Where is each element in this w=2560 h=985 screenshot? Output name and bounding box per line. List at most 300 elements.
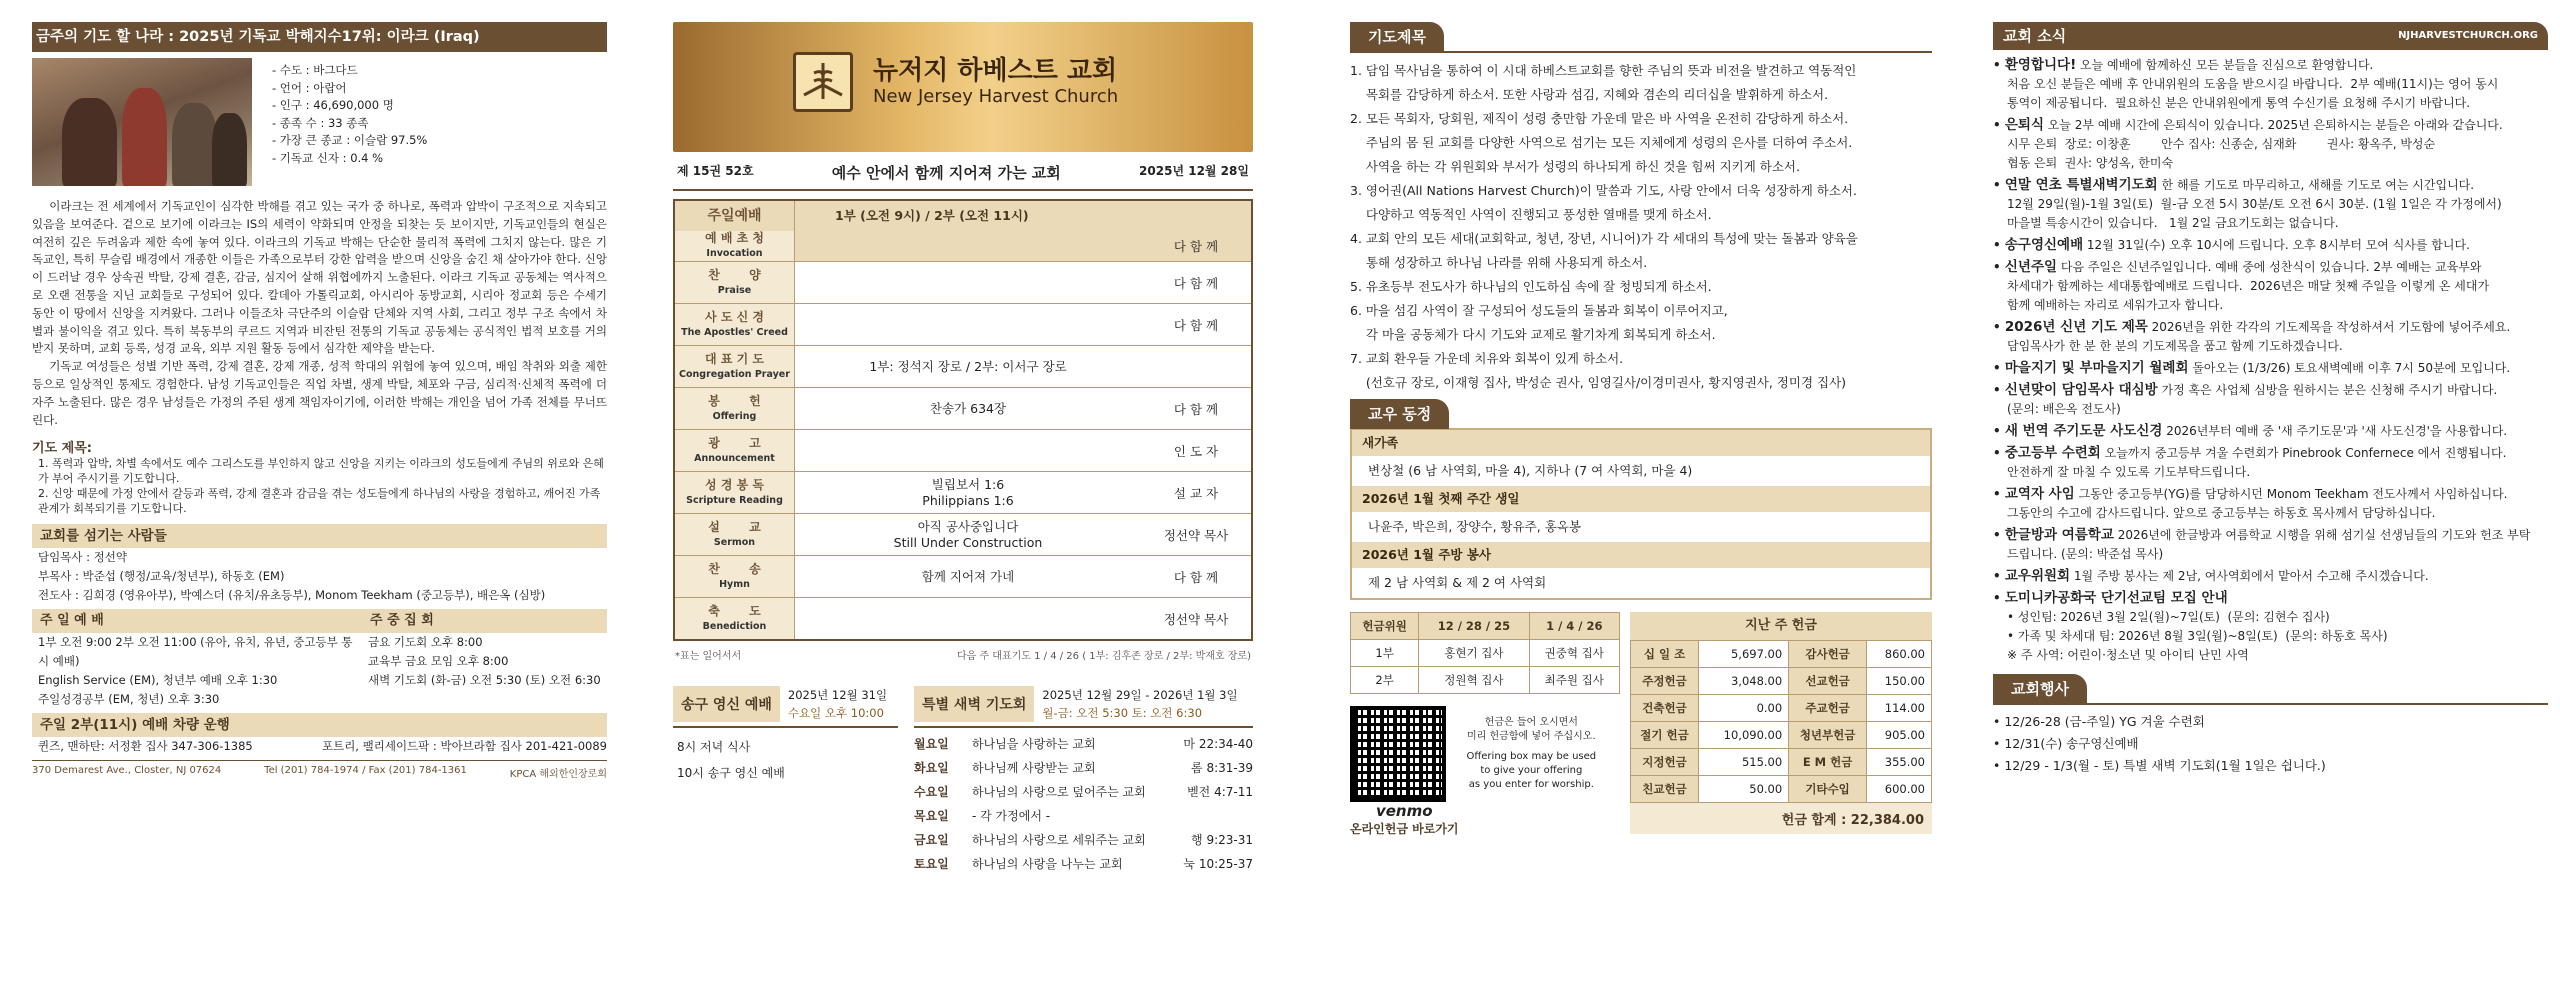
news-item-line [1993,422,2548,441]
dawn-row [914,756,1253,780]
news-item-detail: • 가족 및 차세대 팀: 2026년 8월 3일(월)~8일(토) (문의: 하동호 목사) [2007,629,2388,643]
offering-cell: 114.00 [1866,695,1931,722]
prayer-request-line: 1. 담임 목사님을 통하여 이 시대 하베스트교회를 향한 주님의 뜻과 비전을 발견하고 역동적인 [1350,63,1857,78]
servers-header: 교회를 섬기는 사람들 [32,524,607,548]
news-item-detail: 차세대가 함께하는 세대통합예배로 드립니다. 2026년은 매달 첫째 주일을 이렇게 온 세대가 [2007,279,2490,293]
offering-cell: 지정헌금 [1631,749,1699,776]
news-item [1993,526,2548,564]
worship-item-leader: 정선약 목사 [1163,527,1229,543]
news-item [1993,381,2548,419]
worship-notes [673,641,1253,668]
worship-item-leader: 다 함 께 [1173,401,1219,417]
worship-item-english: Sermon [713,536,756,548]
events-header: 교회행사 [1993,674,2087,704]
news-item-detail: 통역이 제공됩니다. 필요하신 분은 안내위원에게 통역 수신기를 요청해 주시기 바랍니다. [2007,96,2471,110]
worship-item-korean: 성 경 봉 독 [705,477,764,492]
stat-religion: - 가장 큰 종교 : 이슬람 97.5% [272,133,428,147]
dawn-theme: 하나님께 사랑받는 교회 [972,761,1096,775]
sunday-item: 1부 오전 9:00 2부 오전 11:00 (유아, 유치, 유년, 중고등부 통시 예배) [38,635,353,669]
news-item-title: 은퇴식 [2004,117,2044,133]
news-bullet-icon: • [1993,383,2005,397]
offering-cell: 건축헌금 [1631,695,1699,722]
worship-item-name [675,346,795,387]
dawn-prayer [914,686,1253,876]
worship-item-english: Offering [712,410,757,422]
worship-item-english: Praise [717,284,752,296]
prayer-request-line: 3. 영어권(All Nations Harvest Church)이 말씀과 기도, 사랑 안에서 더욱 성장하게 하소서. [1350,183,1857,198]
news-item-detail: 그동안의 수고에 감사드립니다. 앞으로 중고등부는 하동호 목사께서 담당하십니다. [2007,506,2436,520]
news-item [1993,444,2548,482]
news-item [1993,116,2548,173]
prayer-request-line: 5. 유초등부 전도사가 하나님의 인도하심 속에 잘 청빙되게 하소서. [1350,279,1712,294]
news-text: 나윤주, 박은희, 장양수, 황유주, 홍옥봉 [1368,519,1581,534]
news-item-line [1993,258,2548,277]
ushers-cell: 권중혁 집사 [1529,640,1619,667]
ushers-cell: 2부 [1351,667,1419,694]
news-item-line [1993,176,2548,195]
offering-cell: 150.00 [1866,668,1931,695]
worship-item-korean: 설 교 [708,519,761,534]
last-week-offering-table [1630,640,1932,803]
worship-row [675,555,1251,597]
prayer-request-line: 다양하고 역동적인 사역이 진행되고 풍성한 열매를 맺게 하소서. [1350,207,1712,222]
worship-item-name [675,598,795,639]
offering-note: Offering box may be used [1466,751,1597,762]
news-item-line [1993,318,2548,337]
news-item-text: 다음 주일은 신년주일입니다. 예배 중에 성찬식이 있습니다. 2부 예배는 교육부와 [2057,260,2482,274]
church-news-title: 교회 소식 [2003,27,2067,45]
offering-cell: 기타수입 [1789,776,1867,803]
news-item [1993,422,2548,441]
offering-cell: 청년부헌금 [1789,722,1867,749]
news-item-line [1993,359,2548,378]
church-address: 370 Demarest Ave., Closter, NJ 07624 [32,765,222,777]
news-item [1993,176,2548,233]
issue-line [673,152,1253,191]
offering-note: 헌금은 들어 오시면서 [1484,717,1578,728]
servers-evangelists: 전도사 : 김희경 (영유아부), 박예스더 (유치/유초등부), Monom Teekham (중고등부), 배은옥 (심방) [38,588,546,603]
news-bullet-icon: • [1993,591,2005,605]
news-item-line [1993,567,2548,586]
news-item-title: 연말 연초 특별새벽기도회 [2004,177,2158,193]
country-header: 금주의 기도 할 나라 : 2025년 기독교 박해지수17위: 이라크 (Iraq) [32,22,607,52]
news-subheader: 2026년 1월 주방 봉사 [1352,542,1930,568]
stat-capital: - 수도 : 바그다드 [272,63,358,77]
news-item [1993,258,2548,315]
news-text: 제 2 남 사역회 & 제 2 여 사역회 [1368,575,1547,590]
news-item-detail: 안전하게 잘 마칠 수 있도록 기도부탁드립니다. [2007,465,2251,479]
worship-row [675,471,1251,513]
offering-cell: 0.00 [1699,695,1789,722]
weekday-item: 교육부 금요 모임 오후 8:00 [368,654,509,669]
church-news-list [1993,50,2548,665]
prayer-request-line: 사역을 하는 각 위원회와 부서가 성령의 하나되게 하신 것을 힘써 지키게 하소서. [1350,159,1800,174]
news-item-title: 교역자 사임 [2004,486,2075,502]
news-item-text: 12월 31일(수) 오후 10시에 드립니다. 오후 8시부터 모여 식사를 합니다. [2083,238,2470,252]
dawn-theme: - 각 가정에서 - [972,809,1051,823]
worship-item-korean: 사 도 신 경 [705,309,764,324]
news-item-detail: 협동 은퇴 권사: 양성옥, 한미숙 [2007,156,2174,170]
sunday-item: English Service (EM), 청년부 예배 오후 1:30 [38,673,278,688]
worship-item-leader: 정선약 목사 [1163,611,1229,627]
last-week-header: 지난 주 헌금 [1630,612,1932,640]
weekday-header: 주 중 집 회 [362,609,607,633]
offering-cell: 주정헌금 [1631,668,1699,695]
issue-date: 2025년 12월 28일 [1139,164,1249,178]
news-item-text: 2026년부터 예배 중 '새 주기도문'과 '새 사도신경'을 사용합니다. [2162,424,2508,438]
worship-row [675,387,1251,429]
stat-language: - 언어 : 아랍어 [272,80,347,95]
news-item-detail: 함께 예배하는 자리로 세워가고자 합니다. [2007,298,2224,312]
worship-row [675,303,1251,345]
worship-item-leader: 다 함 께 [1173,569,1219,585]
church-news-header [1993,22,2548,50]
dawn-theme: 하나님의 사랑으로 덮어주는 교회 [972,785,1146,799]
news-item [1993,318,2548,356]
country-stats [272,62,427,167]
ushers-head: 12 / 28 / 25 [1419,613,1529,640]
dawn-day: 금요일 [914,833,949,847]
worship-item-detail: 찬송가 634장 [929,400,1007,416]
news-item-line [1993,236,2548,255]
column-prayer-news [1350,22,1932,970]
yearend-item: 8시 저녁 식사 [677,740,751,754]
offering-ushers-table [1350,612,1620,694]
worship-item-english: Congregation Prayer [679,368,790,380]
church-motto: 예수 안에서 함께 지어져 가는 교회 [831,164,1061,182]
news-item-line [1993,589,2548,608]
events-list [1993,703,2548,777]
country-prayer-list [32,437,607,516]
stat-ethnic-groups: - 종족 수 : 33 종족 [272,115,369,130]
worship-header-row [675,201,1251,231]
vehicle-header: 주일 2부(11시) 예배 차량 운행 [32,713,607,737]
prayer-requests-list [1350,51,1932,395]
news-item [1993,589,2548,665]
news-bullet-icon: • [1993,178,2005,192]
dawn-row [914,828,1253,852]
news-item-detail: 담임목사가 한 분 한 분의 기도제목을 품고 함께 기도하겠습니다. [2007,339,2343,353]
yearend-time: 수요일 오후 10:00 [787,706,884,720]
venmo-label: venmo [1375,802,1433,820]
dawn-day: 수요일 [914,785,949,799]
yearend-service [673,686,898,876]
offering-cell: 515.00 [1699,749,1789,776]
special-services [673,686,1253,876]
ushers-head: 1 / 4 / 26 [1529,613,1619,640]
news-item-detail: 12월 29일(월)-1월 3일(토) 월-금 오전 5시 30분/토 오전 6시 30분. (1월 1일은 각 가정에서) [2007,197,2502,211]
news-item-detail: 시무 은퇴 장로: 이창훈 안수 집사: 신종순, 심재화 권사: 황옥주, 박성순 [2007,137,2436,151]
dawn-day: 화요일 [914,761,949,775]
worship-row [675,429,1251,471]
prayer-item: 1. 폭력과 압박, 차별 속에서도 예수 그리스도를 부인하지 않고 신앙을 지키는 이라크의 성도들에게 주님의 위로와 은혜가 부어 주시기를 기도합니다. [38,457,604,486]
dawn-verse: 행 9:23-31 [1191,833,1253,847]
worship-item-english: Invocation [706,248,763,259]
worship-item-korean: 찬 송 [708,561,761,576]
offering-cell: 친교헌금 [1631,776,1699,803]
news-item-text: 오늘까지 중고등부 겨울 수련회가 Pinebrook Confernece 에서 진행됩니다. [2100,446,2507,460]
news-item-line [1993,381,2548,400]
dawn-row [914,852,1253,876]
offering-total: 헌금 합계 : 22,384.00 [1630,803,1932,834]
news-item-title: 도미니카공화국 단기선교팀 모집 안내 [2004,590,2228,606]
vehicle-contacts [32,737,607,756]
offering-cell: 감사헌금 [1789,641,1867,668]
worship-item-korean: 찬 양 [708,267,761,282]
iraq-family-photo [32,58,252,186]
vehicle-queens: 퀸즈, 맨하탄: 서정환 집사 347-306-1385 [38,739,253,754]
dawn-title: 특별 새벽 기도회 [914,686,1034,722]
church-name-en: New Jersey Harvest Church [873,86,1119,107]
worship-item-name [675,388,795,429]
news-bullet-icon: • [1993,361,2005,375]
worship-item-korean: 광 고 [708,435,761,450]
dawn-verse: 마 22:34-40 [1183,737,1253,751]
news-subheader: 2026년 1월 첫째 주간 생일 [1352,486,1930,512]
event-item: • 12/26-28 (금-주일) YG 겨울 수련회 [1993,714,2205,729]
news-item-text: 돌아오는 (1/3/26) 토요새벽예배 이후 7시 50분에 모입니다. [2188,361,2511,375]
worship-item-korean: 대 표 기 도 [705,351,764,366]
worship-item-english: Announcement [694,452,775,464]
offering-cell: 355.00 [1866,749,1931,776]
event-item: • 12/29 - 1/3(월 - 토) 특별 새벽 기도회(1월 1일은 쉽니다.) [1993,758,2326,773]
worship-item-name [675,472,795,513]
ushers-cell: 1부 [1351,640,1419,667]
worship-item-leader: 다 함 께 [1173,275,1219,291]
news-item-title: 신년맞이 담임목사 대심방 [2004,382,2158,398]
worship-row [675,231,1251,261]
country-intro [32,58,607,198]
news-item-title: 신년주일 [2004,259,2058,275]
news-item-line [1993,56,2548,75]
news-item-detail: ※ 주 사역: 어린이·청소년 및 아이티 난민 사역 [2007,648,2249,662]
prayer-title: 기도 제목: [32,441,92,457]
news-bullet-icon: • [1993,487,2005,501]
offering-note: to give your offering [1480,765,1583,776]
news-item-line [1993,526,2548,545]
news-bullet-icon: • [1993,569,2005,583]
dawn-theme: 하나님을 사랑하는 교회 [972,737,1096,751]
country-paragraph-2: 기독교 여성들은 성별 기반 폭력, 강제 결혼, 강제 개종, 성적 학대의 위험에 놓여 있으며, 배임 착취와 외출 제한 등으로 일상적인 통제도 경험한다. 남성 기독교인들은 직업 차별, 생계 박탈, 체포와 구금, 심리적·신체적 폭력에 더 자주 노출된다. 많은 경우 남성들은 가정의 주된 생계 책임자이기에, 이러한 박해는 개인을 넘어 가족 전체를 무너뜨린다. [32,359,607,427]
weekday-item: 새벽 기도회 (화-금) 오전 5:30 (토) 오전 6:30 [368,673,601,688]
ushers-cell: 정원혁 집사 [1419,667,1529,694]
news-header: 교우 동정 [1350,399,1449,429]
denomination: KPCA 해외한인장로회 [509,769,607,781]
dawn-verse: 롬 8:31-39 [1191,761,1253,775]
offering-note: 미리 헌금함에 넣어 주십시오. [1467,731,1596,742]
prayer-request-line: 각 마을 공동체가 다시 기도와 교제로 활기차게 회복되게 하소서. [1350,327,1716,342]
country-paragraph-1: 이라크는 전 세계에서 기독교인이 심각한 박해를 겪고 있는 국가 중 하나로, 폭력과 압박이 구조적으로 지속되고 있음을 보여준다. 겉으로 보기에 이라크는 IS의 세력이 약화되며 안정을 되찾는 듯 보이지만, 기독교인들의 현실은 여전히 깊은 두려움과 제한 속에 놓여 있다. 이라크의 기독교 박해는 단순한 물리적 폭력에 그치지 않는다. 많은 기독교인, 특히 무슬림 배경에서 개종한 이들은 가족으로부터 강한 압력을 받으며 신앙을 숨긴 채 살아가야 한다. 신앙이 드러날 경우 상속권 박탈, 강제 결혼, 감금, 심지어 살해 위협에까지 노출된다. 이라크 기독교 공동체는 역사적으로 오랜 전통을 지닌 교회들로 구성되어 있다. 칼데아 가톨릭교회, 아시리아 동방교회, 시리아 정교회 등은 수세기 동안 이 땅에서 신앙을 지켜왔다. 그러나 이들조차 극단주의 이슬람 단체와 지역 사회, 그리고 정부 구조 속에서 차별과 불이익을 겪고 있다. 특히 북동부의 쿠르드 지역과 비잔틴 전통의 기독교 공동체는 공식적인 법적 보호를 거의 받지 못하며, 교회 등록, 성경 교육, 외부 지원 활동 등에서 심각한 제약을 받는다. [32,199,607,356]
worship-item-leader: 다 함 께 [1173,317,1219,333]
news-item-detail: 드립니다. (문의: 박준섭 목사) [2007,547,2164,561]
yearend-title: 송구 영신 예배 [673,686,780,722]
worship-header: 주일예배 [675,201,795,231]
online-offering-link[interactable]: 온라인헌금 바로가기 [1350,822,1459,836]
worship-times: 1부 (오전 9시) / 2부 (오전 11시) [835,208,1029,223]
offering-cell: 860.00 [1866,641,1931,668]
member-news [1350,428,1932,600]
prayer-request-line: (선호규 장로, 이재형 집사, 박성순 권사, 임영길사/이경미권사, 황지영권사, 정미경 집사) [1350,375,1847,390]
news-subheader: 새가족 [1352,430,1930,456]
worship-order-table [673,199,1253,641]
news-item-text: 오늘 예배에 함께하신 모든 분들을 진심으로 환영합니다. [2076,58,2374,72]
ushers-head: 헌금위원 [1351,613,1419,640]
venmo-qr-icon[interactable] [1350,706,1446,802]
dawn-theme: 하나님의 사랑을 나누는 교회 [972,857,1123,871]
news-item-title: 새 번역 주기도문 사도신경 [2004,423,2163,439]
worship-item-name [675,231,795,261]
venmo-block [1350,706,1620,837]
worship-item-leader: 인 도 자 [1173,443,1219,459]
news-item-text: 오늘 2부 예배 시간에 은퇴식이 있습니다. 2025년 은퇴하시는 분들은 아래와 같습니다. [2043,118,2503,132]
worship-item-name [675,262,795,303]
worship-item-detail: 함께 지어져 가네 [921,568,1015,584]
offering-cell: 절기 헌금 [1631,722,1699,749]
news-text: 변상철 (6 남 사역회, 마을 4), 지하나 (7 여 사역회, 마을 4) [1368,463,1693,478]
news-item-title: 교우위원회 [2004,568,2071,584]
church-footer [32,760,607,780]
news-item-text: 2026년에 한글방과 여름학교 시행을 위해 섬기실 선생님들의 기도와 헌조 부탁 [2113,528,2531,542]
dawn-day: 토요일 [914,857,949,871]
news-bullet-icon: • [1993,118,2005,132]
worship-item-name [675,430,795,471]
prayer-request-line: 6. 마을 섬김 사역이 잘 구성되어 성도들의 돌봄과 회복이 이루어지고, [1350,303,1728,318]
offering-cell: 10,090.00 [1699,722,1789,749]
prayer-request-line: 7. 교회 환우들 가운데 치유와 회복이 있게 하소서. [1350,351,1624,366]
worship-item-name [675,556,795,597]
next-prayer-note: 다음 주 대표기도 1 / 4 / 26 ( 1부: 김후존 장로 / 2부: 박재호 장로) [956,651,1251,662]
news-item [1993,359,2548,378]
dawn-verse: 벧전 4:7-11 [1187,785,1253,799]
sunday-header: 주 일 예 배 [32,609,362,633]
news-item [1993,567,2548,586]
news-item-text: 2026년을 위한 각각의 기도제목을 작성하셔서 기도함에 넣어주세요. [2147,320,2511,334]
news-bullet-icon: • [1993,528,2005,542]
column-church-news [1993,22,2548,970]
worship-item-name [675,514,795,555]
yearend-item: 10시 송구 영신 예배 [677,766,785,780]
worship-item-leader: 다 함 께 [1173,239,1219,254]
prayer-request-line: 목회를 감당하게 하소서. 또한 사랑과 섬김, 지혜와 겸손의 리더십을 발휘하게 하소서. [1350,87,1829,102]
ushers-cell: 홍현기 집사 [1419,640,1529,667]
issue-number: 제 15권 52호 [677,164,754,178]
ushers-cell: 최주원 집사 [1529,667,1619,694]
news-item [1993,56,2548,113]
news-bullet-icon: • [1993,260,2005,274]
news-item [1993,485,2548,523]
dawn-day: 목요일 [914,809,949,823]
dawn-verse: 눅 10:25-37 [1183,857,1253,871]
news-bullet-icon: • [1993,238,2005,252]
column-prayer-country [32,22,607,970]
church-banner [673,22,1253,152]
offering-note: as you enter for worship. [1468,779,1594,790]
church-logo-icon [793,52,853,112]
news-item-title: 중고등부 수련회 [2004,445,2101,461]
news-item-title: 환영합니다! [2004,57,2077,73]
prayer-requests-header: 기도제목 [1350,22,1444,52]
worship-item-korean: 예 배 초 청 [705,231,764,245]
offering-cell: 3,048.00 [1699,668,1789,695]
offering-cell: 5,697.00 [1699,641,1789,668]
worship-item-english: The Apostles' Creed [681,326,788,338]
prayer-request-line: 통해 성장하고 하나님 나라를 위해 사용되게 하소서. [1350,255,1648,270]
news-item-title: 2026년 신년 기도 제목 [2004,319,2148,335]
worship-item-korean: 축 도 [708,603,761,618]
offering-cell: 선교헌금 [1789,668,1867,695]
offering-cell: 50.00 [1699,776,1789,803]
worship-item-korean: 봉 헌 [708,393,761,408]
worship-item-english: Scripture Reading [686,494,783,506]
offering-cell: E M 헌금 [1789,749,1867,776]
sunday-item: 주일성경공부 (EM, 청년) 오후 3:30 [38,692,220,707]
stat-christians: - 기독교 신자 : 0.4 % [272,150,384,165]
dawn-theme: 하나님의 사랑으로 세워주는 교회 [972,833,1146,847]
prayer-request-line: 2. 모든 목회자, 당회원, 제직이 성령 충만함 가운데 맡은 바 사역을 온전히 감당하게 하소서. [1350,111,1849,126]
worship-item-english: Hymn [719,578,750,590]
offering-cell: 주교헌금 [1789,695,1867,722]
news-item-text: 그동안 중고등부(YG)를 담당하시던 Monom Teekham 전도사께서 사임하십니다. [2074,487,2508,501]
offering-cell: 십 일 조 [1631,641,1699,668]
yearend-date: 2025년 12월 31일 [787,688,888,702]
worship-row [675,513,1251,555]
news-item-detail: (문의: 배은옥 전도사) [2007,402,2121,416]
news-bullet-icon: • [1993,446,2005,460]
church-name: 뉴저지 하베스트 교회 [873,56,1118,86]
servers-associate: 부목사 : 박준섭 (행정/교육/청년부), 하동호 (EM) [38,569,285,584]
news-item-line [1993,444,2548,463]
worship-row [675,345,1251,387]
prayer-request-line: 4. 교회 안의 모든 세대(교회학교, 청년, 장년, 시니어)가 각 세대의 특성에 맞는 돌봄과 양육을 [1350,231,1858,246]
prayer-item: 2. 신앙 때문에 가정 안에서 갈등과 폭력, 강제 결혼과 감금을 겪는 성도들에게 하나님의 사랑을 경험하고, 깨어진 가족 관계가 회복되기를 기도합니다. [38,487,601,516]
service-times [32,609,607,709]
weekday-item: 금요 기도회 오후 8:00 [368,635,483,650]
worship-item-name [675,304,795,345]
news-item-detail: 처음 오신 분들은 예배 후 안내위원의 도움을 받으시길 바랍니다. 2부 예배(11시)는 영어 동시 [2007,77,2499,91]
news-item-title: 마을지기 및 부마을지기 월례회 [2004,360,2189,376]
news-item-detail: • 성인팀: 2026년 3월 2일(월)~7일(토) (문의: 김현수 집사) [2007,610,2330,624]
stat-population: - 인구 : 46,690,000 명 [272,98,394,112]
news-bullet-icon: • [1993,424,2005,438]
dawn-row [914,732,1253,756]
church-phone: Tel (201) 784-1974 / Fax (201) 784-1361 [264,765,467,777]
news-item-title: 한글방과 여름학교 [2004,527,2114,543]
offering-cell: 600.00 [1866,776,1931,803]
website-link[interactable]: NJHARVESTCHURCH.ORG [2398,30,2538,41]
dawn-row [914,780,1253,804]
worship-item-leader: 설 교 자 [1173,485,1219,501]
worship-row [675,597,1251,639]
event-item: • 12/31(수) 송구영신예배 [1993,736,2139,751]
news-bullet-icon: • [1993,58,2005,72]
dawn-time: 월-금: 오전 5:30 토: 오전 6:30 [1042,706,1203,720]
news-item-line [1993,116,2548,135]
worship-item-detail: 1부: 정석지 장로 / 2부: 이서구 장로 [869,358,1067,374]
offering-section [1350,612,1932,837]
column-worship-order [673,22,1253,970]
offering-cell: 905.00 [1866,722,1931,749]
worship-item-detail: 아직 공사중입니다 Still Under Construction [893,518,1043,550]
servers-pastor: 담임목사 : 정선약 [38,550,127,565]
news-item-text: 가정 혹은 사업체 심방을 원하시는 분은 신청해 주시기 바랍니다. [2157,383,2498,397]
news-item-detail: 마을별 특송시간이 있습니다. 1월 2일 금요기도회는 없습니다. [2007,216,2339,230]
worship-item-english: Benediction [702,620,767,632]
vehicle-fortlee: 포트리, 팰리세이드팍 : 박아브라함 집사 201-421-0089 [321,739,607,754]
prayer-request-line: 주님의 몸 된 교회를 다양한 사역으로 섬기는 모든 지체에게 성령의 은사를 더하여 주소서. [1350,135,1853,150]
dawn-date: 2025년 12월 29일 - 2026년 1월 3일 [1042,688,1238,702]
dawn-row [914,804,1253,828]
news-item-line [1993,485,2548,504]
